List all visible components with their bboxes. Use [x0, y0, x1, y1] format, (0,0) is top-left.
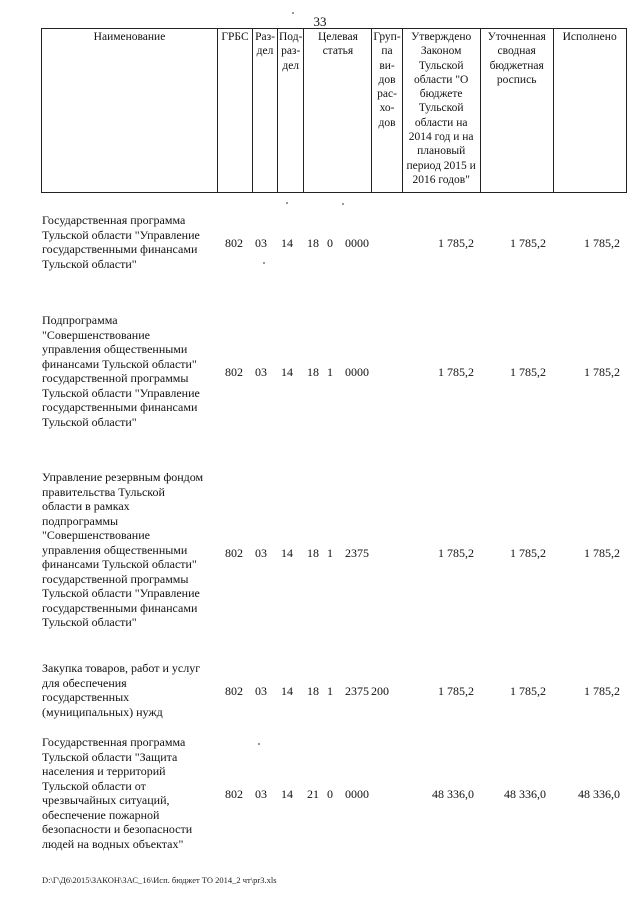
row-executed: 1 785,2	[584, 546, 620, 560]
scan-speck	[342, 203, 344, 205]
row-target-direction: 0000	[345, 787, 369, 801]
row-grbs: 802	[225, 546, 243, 560]
row-executed: 1 785,2	[584, 684, 620, 698]
scan-speck	[258, 743, 260, 745]
row-podrazdel: 14	[281, 787, 293, 801]
row-group: 200	[371, 684, 389, 698]
scan-speck	[286, 202, 288, 204]
row-target-direction: 2375	[345, 546, 369, 560]
row-razdel: 03	[255, 546, 267, 560]
table-row	[0, 470, 640, 642]
file-path-footer: D:\Г\Д6\2015\ЗАКОН\ЗАС_16\Исп. бюджет ТО 2014_2 чт\pr3.xls	[42, 875, 277, 885]
header-target: Целевая статья	[304, 29, 372, 193]
row-target-program: 18	[307, 236, 319, 250]
row-target-program: 18	[307, 684, 319, 698]
row-grbs: 802	[225, 236, 243, 250]
row-name: Подпрограмма "Совершенствование управления общественными финансами Тульской области" государственной программы Тульской области "Управление государственными финансами Тульской области"	[42, 313, 200, 429]
row-target-direction: 2375	[345, 684, 369, 698]
row-razdel: 03	[255, 365, 267, 379]
table-row	[0, 313, 640, 443]
scan-speck	[263, 262, 265, 264]
row-target-direction: 0000	[345, 236, 369, 250]
row-approved: 1 785,2	[438, 684, 474, 698]
row-podrazdel: 14	[281, 684, 293, 698]
row-specified: 1 785,2	[510, 236, 546, 250]
row-executed: 1 785,2	[584, 236, 620, 250]
row-target-subprogram: 0	[327, 787, 333, 801]
header-grbs: ГРБС	[218, 29, 253, 193]
header-podrazdel: Под- раз- дел	[278, 29, 304, 193]
row-approved: 1 785,2	[438, 365, 474, 379]
row-target-program: 21	[307, 787, 319, 801]
row-target-subprogram: 1	[327, 546, 333, 560]
scan-speck	[292, 12, 294, 14]
row-podrazdel: 14	[281, 546, 293, 560]
row-razdel: 03	[255, 684, 267, 698]
header-razdel: Раз- дел	[253, 29, 278, 193]
row-executed: 1 785,2	[584, 365, 620, 379]
row-target-program: 18	[307, 546, 319, 560]
page-number: 33	[313, 14, 327, 29]
table-row	[0, 661, 640, 723]
row-target-subprogram: 0	[327, 236, 333, 250]
row-name: Государственная программа Тульской области "Управление государственными финансами Тульской области"	[42, 213, 200, 271]
row-razdel: 03	[255, 236, 267, 250]
row-name: Закупка товаров, работ и услуг для обеспечения государственных (муниципальных) нужд	[42, 661, 201, 719]
row-specified: 1 785,2	[510, 365, 546, 379]
row-target-subprogram: 1	[327, 684, 333, 698]
row-approved: 1 785,2	[438, 236, 474, 250]
row-name: Управление резервным фондом правительства Тульской области в рамках подпрограммы "Совершенствование управления общественными финансами Тульской области" государственной программы Тульской области "Управление государственными финансами Тульской области"	[42, 470, 204, 629]
row-name: Государственная программа Тульской области "Защита населения и территорий Тульской области от чрезвычайных ситуаций, обеспечение пожарной безопасности и безопасности людей на водных объектах"	[42, 735, 193, 851]
row-specified: 48 336,0	[504, 787, 546, 801]
row-grbs: 802	[225, 684, 243, 698]
row-target-direction: 0000	[345, 365, 369, 379]
table-header	[41, 28, 627, 193]
header-group: Груп- па ви- дов рас- хо- дов	[372, 29, 402, 193]
header-specified: Уточненная сводная бюджетная роспись	[480, 29, 553, 193]
row-specified: 1 785,2	[510, 684, 546, 698]
table-row	[0, 213, 640, 285]
row-podrazdel: 14	[281, 236, 293, 250]
row-approved: 48 336,0	[432, 787, 474, 801]
row-grbs: 802	[225, 365, 243, 379]
header-executed: Исполнено	[553, 29, 626, 193]
row-grbs: 802	[225, 787, 243, 801]
row-specified: 1 785,2	[510, 546, 546, 560]
row-target-subprogram: 1	[327, 365, 333, 379]
row-podrazdel: 14	[281, 365, 293, 379]
header-name: Наименование	[42, 29, 218, 193]
table-row	[0, 735, 640, 865]
row-executed: 48 336,0	[578, 787, 620, 801]
header-approved: Утверждено Законом Тульской области "О бюджете Тульской области на 2014 год и на плановый период 2015 и 2016 годов"	[402, 29, 480, 193]
row-target-program: 18	[307, 365, 319, 379]
row-approved: 1 785,2	[438, 546, 474, 560]
row-razdel: 03	[255, 787, 267, 801]
